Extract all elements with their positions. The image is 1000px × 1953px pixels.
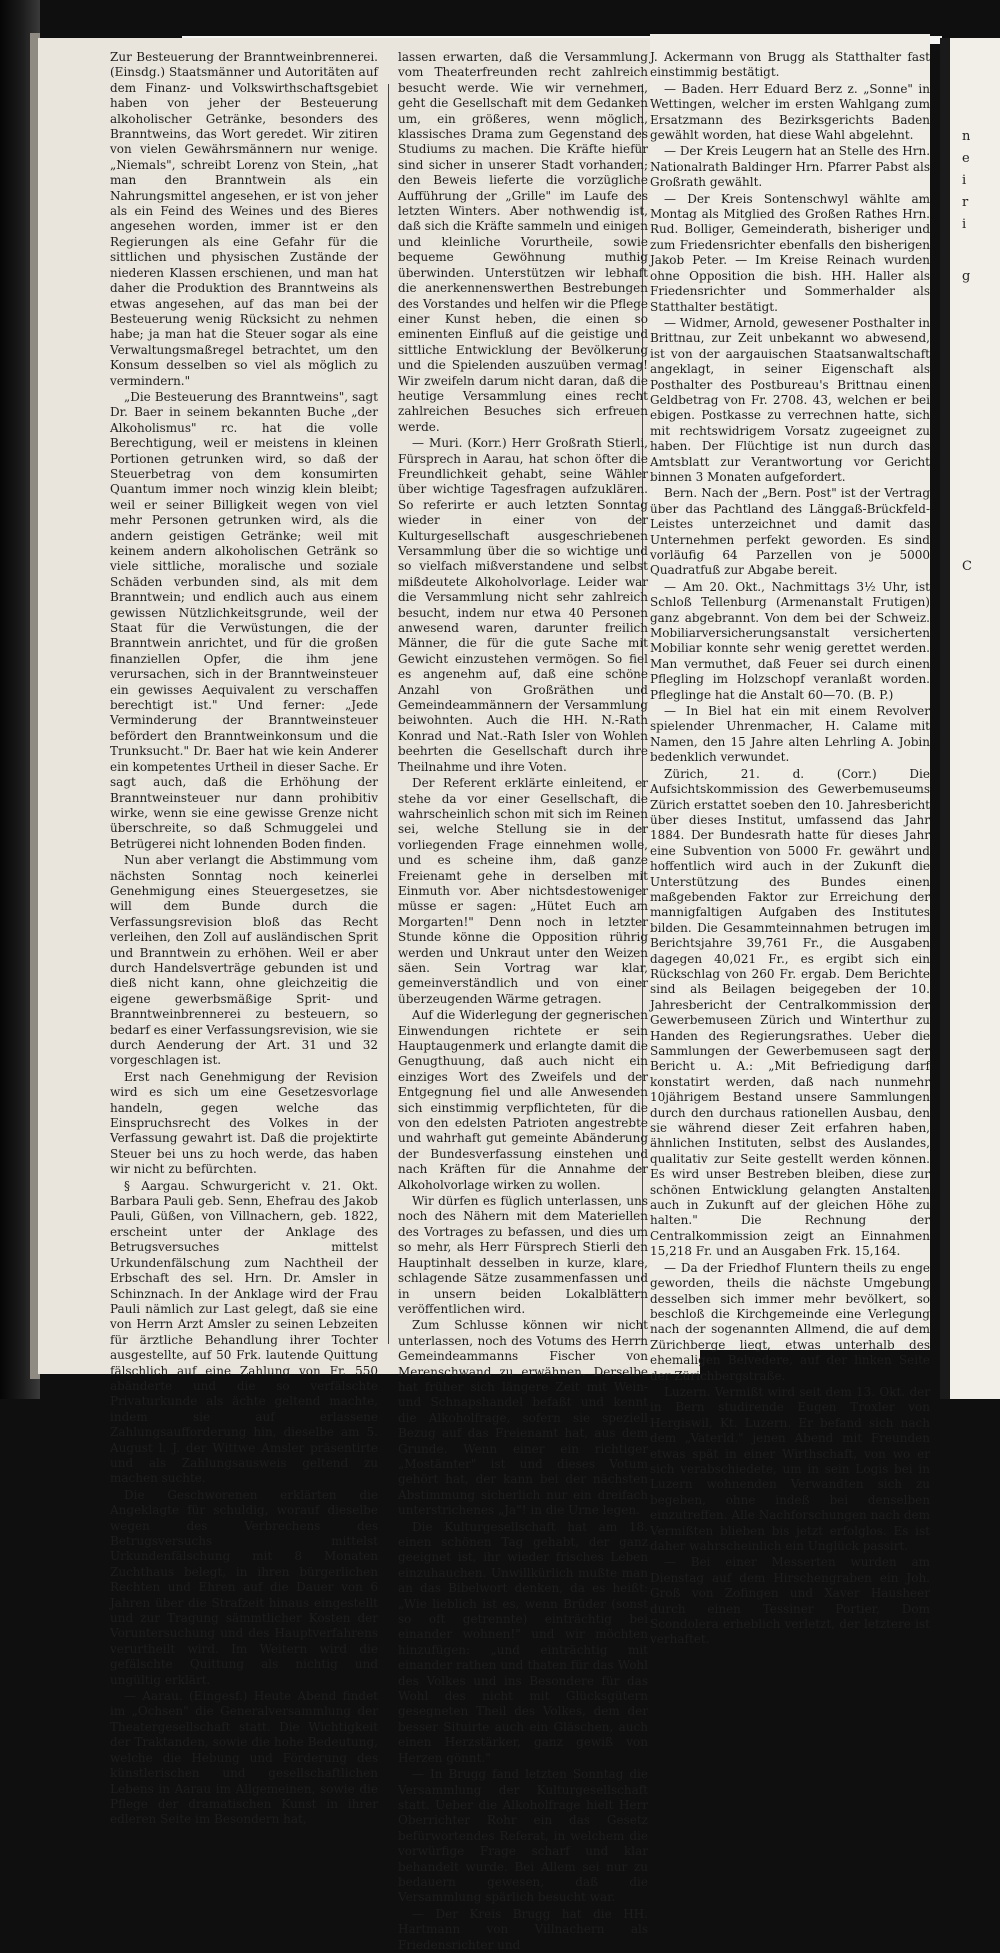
- adjacent-page-gutter: [940, 38, 950, 1399]
- article-paragraph: Die Kulturgesellschaft hat am 18. einen schönen Tag gehabt, der ganz geeignet ist, ihr wieder frisches Leben einzuhauchen. Unwillkürlich mußte man an das Bibelwort denken, da es heißt: „Wie lieblich ist es, wenn Brüder (sonst so oft getrennte) einträchtig bei einander wohnen!" und wir möchten hinzufügen: „und einträchtig mit einander rathen und thaten für das Wohl des Volkes und ins Besondere für das Wohl des nicht mit Glücksgütern gesegneten Theil des Volkes, dem der besser Situirte auch ein Gläschen, auch einen Herzstärker, ganz gewiß von Herzen gönnt.": [398, 1519, 648, 1765]
- article-paragraph: — Muri. (Korr.) Herr Großrath Stierli, Fürsprech in Aarau, hat schon öfter die Freundlichkeit gehabt, seine Wähler über wichtige Tagesfragen aufzuklären. So referirte er auch letzten Sonntag wieder in einer von der Kulturgesellschaft ausgeschriebenen Versammlung über die so wichtige und so vielfach mißverstandene und selbst mißdeutete Alkoholvorlage. Leider war die Versammlung nicht sehr zahlreich besucht, indem nur etwa 40 Personen anwesend waren, darunter freilich Männer, die für die gute Sache mit Gewicht einzustehen vermögen. So fiel es angenehm auf, daß eine schöne Anzahl von Großräthen und Gemeindeammännern der Versammlung beiwohnten. Auch die HH. N.-Rath Konrad und Nat.-Rath Isler von Wohlen beehrten die Gesellschaft durch ihre Theilnahme und ihre Voten.: [398, 436, 648, 774]
- article-paragraph: Zum Schlusse können wir nicht unterlassen, noch des Votums des Herrn Gemeindeammanns Fischer von Merenschwand zu erwähnen. Derselbe hat früher sich längere Zeit mit Wein- und Schnapshandel befaßt und kennt die Alkoholfrage, sofern sie speziell Bezug auf das Freienamt hat, aus dem Grunde. Wenn einer ein richtiger „Mostämter" ist und dieses Votum gehört hat, der kann bei der nächsten Abstimmung sicherlich nur ein dreifach unterstrichenes „Ja"! in die Urne legen.: [398, 1318, 648, 1518]
- article-paragraph: Zur Besteuerung der Branntweinbrennerei. (Einsdg.) Staatsmänner und Autoritäten auf dem Finanz- und Volkswirthschaftsgebiet haben von jeher der Besteuerung alkoholischer Getränke, besonders des Branntweins, das Wort geredet. Wir zitiren von vielen Gewährsmännern nur wenige. „Niemals", schreibt Lorenz von Stein, „hat man den Branntwein als ein Nahrungsmittel angesehen, er ist von jeher als ein Feind des Weines und des Bieres angesehen worden, immer ist er den Regierungen als eine Gefahr für die sittlichen und physischen Zustände der niederen Klassen erschienen, und man hat daher die Produktion des Branntweins als etwas angesehen, auf das man bei der Besteuerung wenig Rücksicht zu nehmen habe; ja man hat die Steuer sogar als eine Verwaltungsmaßregel betrachtet, um den Konsum desselben so viel als möglich zu vermindern.": [110, 50, 378, 388]
- article-paragraph: — Widmer, Arnold, gewesener Posthalter in Brittnau, zur Zeit unbekannt wo abwesend, ist von der aargauischen Staatsanwaltschaft angeklagt, in seiner Eigenschaft als Posthalter des Postbureau's Brittnau einen Geldbetrag von Fr. 2708. 43, welchen er bei ebigen. Postkasse zu verrechnen hatte, sich mit rechtswidrigem Vorsatz zugeeignet zu haben. Der Flüchtige ist nun durch das Amtsblatt zur Verantwortung vor Gericht binnen 3 Monaten aufgefordert.: [650, 315, 930, 484]
- article-paragraph: — In Brugg fand letzten Sonntag die Versammlung der Kulturgesellschaft statt. Ueber die Alkoholfrage hielt Herr Oberrichter Rohr ein das Gesetz befürwortendes Referat, in welchem die vorwürfige Frage scharf und klar behandelt wurde. Bei Allem sei nur zu bedauern gewesen, daß die Versammlung spärlich besucht war.: [398, 1767, 648, 1905]
- article-paragraph: — Der Kreis Brugg hat die HH. Hartmann von Villnachern als Friedensrichter und: [398, 1906, 648, 1952]
- article-paragraph: — Bei einer Messerten wurden am Dienstag auf dem Hirschengraben ein Joh. Groß von Zofingen und Xaver Haushеer durch einen Tessiner Portier, Dom Scondolera erheblich verletzt, der letztere ist verhaftet.: [650, 1555, 930, 1647]
- article-paragraph: Erst nach Genehmigung der Revision wird es sich um eine Gesetzesvorlage handeln, gegen welche das Einspruchsrecht des Volkes in der Verfassung gewahrt ist. Daß die projektirte Steuer bei uns zu hoch werde, das haben wir nicht zu befürchten.: [110, 1069, 378, 1177]
- column-1: [110, 50, 378, 1827]
- article-paragraph: Zürich, 21. d. (Corr.) Die Aufsichtskommission des Gewerbemuseums Zürich erstattet soeben den 10. Jahresbericht über dieses Institut, umfassend das Jahr 1884. Der Bundesrath hatte für dieses Jahr eine Subvention von 5000 Fr. gewährt und hoffentlich wird auch in der Zukunft die Unterstützung des Bundes einen maßgebenden Faktor zur Erreichung der mannigfaltigen Aufgaben des Institutes bilden. Die Gesammteinnahmen betrugen im Berichtsjahre 39,761 Fr., die Ausgaben dagegen 40,021 Fr., es ergibt sich ein Rückschlag von 260 Fr. ergab. Dem Berichte sind als Beilagen beigegeben der 10. Jahresbericht der Centralkommission der Gewerbemuseen Zürich und Winterthur zu Handen des Regierungsrathes. Ueber die Sammlungen der Gewerbemuseen sagt der Bericht u. A.: „Mit Befriedigung darf konstatirt werden, daß nach nunmehr 10jährigem Bestand unsere Sammlungen durch den durchaus rationellen Ausbau, den sie während dieser Zeit erfahren haben, ähnlichen Instituten, selbst des Auslandes, qualitativ zur Seite gestellt werden können. Es wird unser Bestreben bleiben, diese zur schönen Entwicklung gelangten Anstalten auch in Zukunft auf der gleichen Höhe zu halten." Die Rechnung der Centralkommission zeigt an Einnahmen 15,218 Fr. und an Ausgaben Frk. 15,164.: [650, 766, 930, 1259]
- article-paragraph: — Der Kreis Sontenschwyl wählte am Montag als Mitglied des Großen Rathes Hrn. Rud. Bolliger, Gemeinderath, bisheriger und zum Friedensrichter ebenfalls den bisherigen Jakob Peter. — Im Kreise Reinach wurden ohne Opposition die bish. HH. Haller als Friedensrichter und Sommerhalder als Statthalter bestätigt.: [650, 191, 930, 314]
- article-paragraph: „Die Besteuerung des Branntweins", sagt Dr. Baer in seinem bekannten Buche „der Alkoholismus" rc. hat die volle Berechtigung, weil er meistens in kleinen Portionen getrunken wird, so daß der Steuerbetrag von dem konsumirten Quantum immer noch winzig klein bleibt; weil er seiner Billigkeit wegen von viel mehr Personen getrunken wird, als die andern geistigen Getränke; weil mit keinem andern alkoholischen Getränk so viele sittliche, moralische und soziale Schäden verbunden sind, als mit dem Branntwein; und endlich auch aus einem gewissen Nützlichkeitsgrunde, weil der Staat für die Verwüstungen, die der Branntwein anrichtet, und für die großen finanziellen Opfer, die ihm jene verursachen, sich in der Branntweinsteuer ein gewisses Aequivalent zu verschaffen berechtigt ist." Und ferner: „Jede Verminderung der Branntweinsteuer befördert den Branntweinkonsum und die Trunksucht." Dr. Baer hat wie kein Anderer ein kompetentes Urtheil in dieser Sache. Er sagt auch, daß die Erhöhung der Branntweinsteuer nur dann prohibitiv wirke, wenn sie eine gewisse Grenze nicht überschreite, so daß Schmuggelei und Betrügerei nicht lohnenden Boden finden.: [110, 389, 378, 851]
- edge-fragment: n: [962, 129, 971, 144]
- edge-fragment: r: [962, 195, 969, 210]
- column-rule: [388, 84, 389, 1344]
- article-paragraph: Die Geschworenen erklärten die Angeklagte für schuldig, worauf dieselbe wegen des Verbrechens des Betrugsversuchs mittelst Urkundenfälschung mit 8 Monaten Zuchthaus belegt, in ihren bürgerlichen Rechten und Ehren auf die Dauer von 6 Jahren über die Strafzeit hinaus eingestellt und zur Tragung sämmtlicher Kosten der Voruntersuchung und des Hauptverfahrens verurtheilt wird. Im Weitern wird die gefälschte Quittung als nichtig und ungültig erklärt.: [110, 1487, 378, 1687]
- edge-fragment: i: [962, 217, 967, 232]
- column-2: [398, 50, 648, 1952]
- edge-fragment: C: [962, 559, 972, 574]
- article-paragraph: Bern. Nach der „Bern. Post" ist der Vertrag über das Pachtland des Länggaß-Brückfeld-Leistes unterzeichnet und damit das Unternehmen perfekt geworden. Es sind vorläufig 64 Parzellen von je 5000 Quadratfuß zur Abgabe bereit.: [650, 486, 930, 578]
- column-3: [650, 34, 931, 1647]
- edge-fragment: i: [962, 173, 967, 188]
- article-paragraph: Nun aber verlangt die Abstimmung vom nächsten Sonntag noch keinerlei Genehmigung eines Steuergesetzes, sie will dem Bunde durch die Verfassungsrevision bloß das Recht verleihen, den Zoll auf ausländischen Sprit und Branntwein zu erhöhen. Weil er aber durch Handelsverträge gebunden ist und dieß nicht kann, ohne gleichzeitig die eigene gewerbsmäßige Sprit- und Branntweinbrennerei zu besteuern, so bedarf es einer Verfassungsrevision, wie sie durch Aenderung der Art. 31 und 32 vorgeschlagen ist.: [110, 853, 378, 1068]
- adjacent-page: [940, 38, 1000, 1399]
- article-paragraph: lassen erwarten, daß die Versammlung vom Theaterfreunden recht zahlreich besucht werde. Wie wir vernehmen, geht die Gesellschaft mit dem Gedanken um, ein größeres, wenn möglich, klassisches Drama zum Gegenstand des Studiums zu machen. Die Kräfte hiefür sind sicher in unserer Stadt vorhanden; den Beweis lieferte die vorzügliche Aufführung der „Grille" im Laufe des letzten Winters. Aber nothwendig ist, daß sich die Kräfte sammeln und einigen und kleinliche Vorurtheile, sowie bequeme Gewöhnung muthig überwinden. Unterstützen wir lebhaft die anerkennenswerthen Bestrebungen des Vorstandes und helfen wir die Pflege einer Kunst heben, die einen so eminenten Einfluß auf die geistige und sittliche Entwicklung der Bevölkerung und die Spielenden auszuüben vermag! Wir zweifeln darum nicht daran, daß die heutige Versammlung eines recht zahlreichen Besuches sich erfreuen werde.: [398, 50, 648, 434]
- article-paragraph: Luzern. Vermißt wird seit dem 13. Okt. der in Bern studirende Eugen Troxler von Hergiswil, Kt. Luzern. Er befand sich nach dem „Vaterld." jenen Abend mit Freunden etwas spät in einer Wirthschaft, von wo er sich verabschiedete, um in sein Logis bei in Luzern wohnenden Verwandten sich zu begeben, ohne indeß bei denselben einzutreffen. Alle Nachforschungen nach dem Vermißten blieben bis jetzt erfolglos. Es ist daher wahrscheinlich ein Unglück passirt.: [650, 1384, 930, 1553]
- edge-fragment: e: [962, 151, 970, 166]
- article-paragraph: — Baden. Herr Eduard Berz z. „Sonne" in Wettingen, welcher im ersten Wahlgang zum Ersatzmann des Bezirksgerichts Baden gewählt worden, hat diese Wahl abgelehnt.: [650, 81, 930, 143]
- article-paragraph: — Da der Friedhof Fluntern theils zu enge geworden, theils die nächste Umgebung desselben sich immer mehr bevölkert, so beschloß die Kirchgemeinde eine Verlegung nach der sogenannten Allmend, die auf dem Zürichberge liegt, etwas unterhalb des ehemaligen Belvedere, auf der linken Seite der Zürichbergstraße.: [650, 1260, 930, 1383]
- article-paragraph: Wir dürfen es füglich unterlassen, uns noch des Nähern mit dem Materiellen des Vortrages zu befassen, und dies um so mehr, als Herr Fürsprech Stierli den Hauptinhalt desselben in kurze, klare, schlagende Sätze zusammenfassen und in unsern beiden Lokalblättern veröffentlichen wird.: [398, 1194, 648, 1316]
- article-paragraph: — In Biel hat ein mit einem Revolver spielender Uhrenmacher, H. Calame mit Namen, den 15 Jahre alten Lehrling A. Jobin bedenklich verwundet.: [650, 704, 930, 765]
- article-paragraph: Der Referent erklärte einleitend, er stehe da vor einer Gesellschaft, die wahrscheinlich schon mit sich im Reinen sei, welche Stellung sie in der vorliegenden Frage einnehmen wolle, und es scheine ihm, daß ganze Freienamt gehe in derselben mit Einmuth vor. Aber nichtsdestoweniger müsse er sagen: „Hütet Euch am Morgarten!" Denn noch in letzter Stunde könne die Opposition rührig werden und Unkraut unter den Weizen säen. Sein Vortrag war klar, gemeinverständlich und von einer überzeugenden Wärme getragen.: [398, 776, 648, 1006]
- article-paragraph: § Aargau. Schwurgericht v. 21. Okt. Barbara Pauli geb. Senn, Ehefrau des Jakob Pauli, Güßen, von Villnachern, geb. 1822, erscheint unter der Anklage des Betrugsversuches mittelst Urkundenfälschung zum Nachtheil der Erbschaft des sel. Hrn. Dr. Amsler in Schinznach. In der Anklage wird der Frau Pauli nämlich zur Last gelegt, daß sie eine von Herrn Arzt Amsler zu seinen Lebzeiten für ärztliche Behandlung ihrer Tochter ausgestellte, auf 50 Frk. lautende Quittung fälschlich auf eine Zahlung von Fr. 550 abänderte und die so verfälschte Privaturkunde als ächte geltend machte, indem sie auf erlassene Zahlungsaufforderung hin, dieselbe am 5. August l. J. der Wittwe Amsler präsentirte und als Zahlungsausweis geltend zu machen suchte.: [110, 1178, 378, 1486]
- article-paragraph: J. Ackermann von Brugg als Statthalter fast einstimmig bestätigt.: [650, 50, 930, 80]
- article-paragraph: — Am 20. Okt., Nachmittags 3½ Uhr, ist Schloß Tellenburg (Armenanstalt Frutigen) ganz abgebrannt. Von dem bei der Schweiz. Mobiliarversicherungsanstalt versicherten Mobiliar konnte sehr wenig gerettet werden. Man vermuthet, daß Feuer sei durch einen Pflegling im Holzschopf veranlaßt worden. Pfleglinge hat die Anstalt 60—70. (B. P.): [650, 579, 930, 702]
- edge-fragment: g: [962, 269, 971, 284]
- article-paragraph: — Der Kreis Leugern hat an Stelle des Hrn. Nationalrath Baldinger Hrn. Pfarrer Pabst als Großrath gewählt.: [650, 144, 931, 190]
- article-paragraph: — Aarau. (Eingesf.) Heute Abend findet im „Ochsen" die Generalversammlung der Theatergesellschaft statt. Die Wichtigkeit der Traktanden, sowie die hohe Bedeutung, welche die Hebung und Förderung des künstlerischen und gesellschaftlichen Lebens in Aarau im Allgemeinen, sowie die Pflege der dramatischen Kunst in ihrer edleren Seite im Besondern hat,: [110, 1689, 378, 1827]
- article-paragraph: Auf die Widerlegung der gegnerischen Einwendungen richtete er sein Hauptaugenmerk und erlangte damit die Genugthuung, daß auch nicht ein einziges Wort des Zweifels und der Entgegnung fiel und alle Anwesenden sich einstimmig verpflichteten, für die von den edelsten Patrioten angestrebte und wahrhaft gut gemeinte Abänderung der Bundesverfassung einstehen und nach Kräften für die Annahme der Alkoholvorlage wirken zu wollen.: [398, 1008, 648, 1192]
